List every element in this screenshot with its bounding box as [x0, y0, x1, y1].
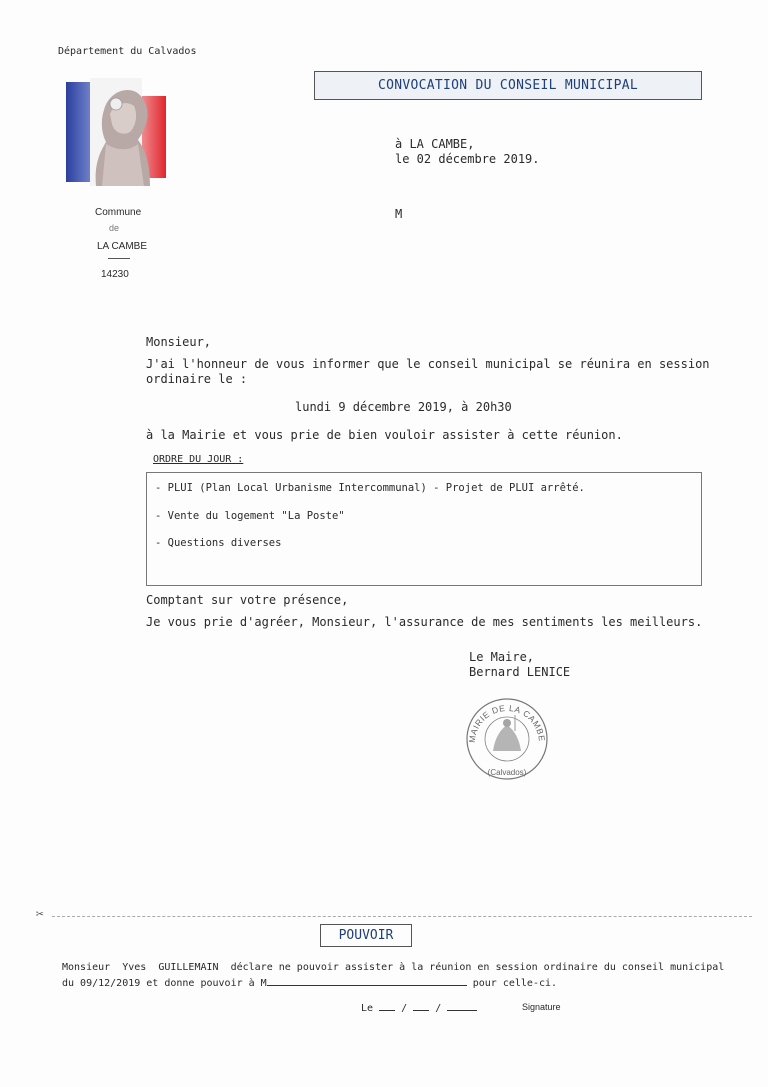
commune-divider — [108, 258, 130, 259]
commune-de: de — [109, 223, 120, 233]
proxy-line-1: Monsieur Yves GUILLEMAIN déclare ne pouvoir assister à la réunion en session ordinaire du conseil municipal — [62, 962, 725, 973]
proxy-date-line — [361, 1000, 477, 1015]
proxy-name-field[interactable] — [267, 975, 467, 986]
greeting: Monsieur, — [146, 335, 212, 349]
meeting-date: lundi 9 décembre 2019, à 20h30 — [295, 400, 512, 414]
proxy-date-label: Le — [361, 1003, 374, 1014]
department-label: Département du Calvados — [58, 46, 197, 57]
day-field[interactable] — [379, 1000, 395, 1011]
intro-line-1: J'ai l'honneur de vous informer que le conseil municipal se réunira en session — [146, 357, 710, 371]
proxy-line-2-start: du 09/12/2019 et donne pouvoir à M — [62, 978, 267, 989]
recipient-salutation: M — [395, 207, 403, 221]
scissors-icon: ✂ — [36, 907, 44, 922]
proxy-title: POUVOIR — [320, 924, 412, 947]
agenda-item: - Questions diverses — [155, 537, 282, 549]
closing-2: Je vous prie d'agréer, Monsieur, l'assurance de mes sentiments les meilleurs. — [146, 615, 703, 629]
location-line: à la Mairie et vous prie de bien vouloir assister à cette réunion. — [146, 428, 623, 442]
signature-role: Le Maire, — [469, 650, 535, 664]
year-field[interactable] — [447, 1000, 477, 1011]
postal-code: 14230 — [101, 269, 129, 280]
stamp-bottom-text: (Calvados) — [487, 768, 527, 777]
commune-label: Commune — [95, 207, 142, 218]
month-field[interactable] — [413, 1000, 429, 1011]
place: à LA CAMBE, — [395, 137, 475, 151]
mairie-stamp — [465, 697, 549, 781]
signature-label: Signature — [522, 1002, 561, 1012]
agenda-item: - PLUI (Plan Local Urbanisme Intercommunal) - Projet de PLUI arrêté. — [155, 482, 585, 494]
date-separator: / — [435, 1003, 442, 1014]
signature-name: Bernard LENICE — [469, 665, 571, 679]
marianne-logo — [66, 74, 166, 192]
document-title: CONVOCATION DU CONSEIL MUNICIPAL — [314, 71, 702, 100]
agenda-label: ORDRE DU JOUR : — [153, 454, 244, 465]
stamp-top-text: MAIRIE DE LA CAMBE — [466, 702, 548, 744]
date: le 02 décembre 2019. — [395, 152, 540, 166]
proxy-line-2 — [62, 975, 557, 990]
cut-line — [52, 916, 752, 917]
agenda-item: - Vente du logement "La Poste" — [155, 510, 345, 522]
intro-line-2: ordinaire le : — [146, 372, 248, 386]
closing-1: Comptant sur votre présence, — [146, 593, 349, 607]
agenda-box — [146, 472, 702, 586]
date-separator: / — [401, 1003, 408, 1014]
commune-name: LA CAMBE — [97, 241, 148, 252]
proxy-line-2-end: pour celle-ci. — [472, 978, 558, 989]
